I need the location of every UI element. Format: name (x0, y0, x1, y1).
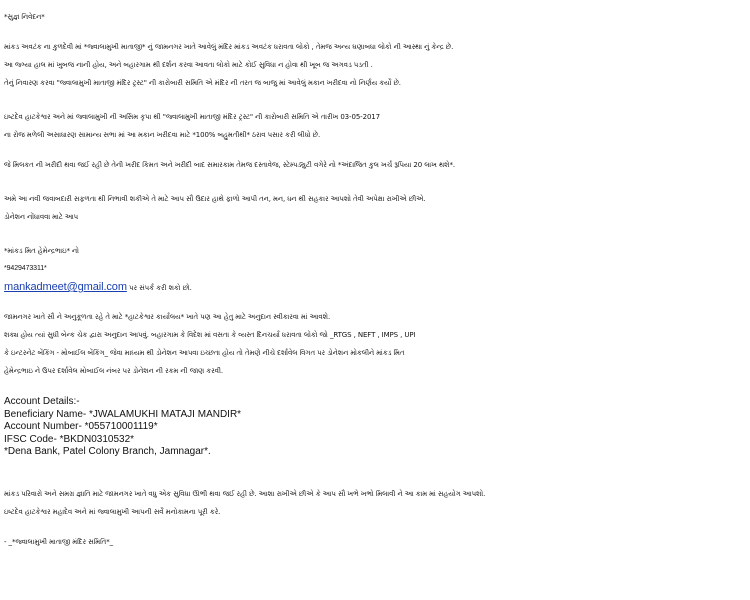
text-line: અમે આ નવી જવાબદારી સફળતા થી નિભાવી શકીએ તે માટે આપ સૌ ઉદાર હાથે ફાળો આપી તન, મન, ધન થી સહકાર આપશો તેવી અપેક્ષા રાખીએ છીએ. (4, 195, 426, 203)
intro-paragraph (4, 38, 748, 92)
resolution-paragraph (4, 108, 748, 144)
text-line: હેમેન્દ્રભાઇ ને ઉપર દર્શાવેલ મોબાઈલ નંબર પર ડોનેશન ની રકમ ની જાણ કરવી. (4, 367, 224, 375)
text-line: જે મિલકત ની ખરીદી થવા જઈ રહી છે તેની ખરીદ કિમત અને ખરીદી બાદ સમારકામ તેમજ દસ્તાવેજ, સ્ટેમ્પડ્યુટી વગેરે નો *અંદાજિત કુલ ખર્ચ રૂપિયા 20 લાખ થશે*. (4, 161, 456, 169)
closing-paragraph (4, 485, 748, 521)
text-line: માંકડ અવટંક ના કુળદેવી માં *જ્વાલામુખી માતાજી* નું જામનગર ખાતે આવેલું મંદિર માંકડ અવટંક ધરાવતા લોકો , તેમજ અન્ય ઘણાબધા લોકો ની આસ્થા નું કેન્દ્ર છે. (4, 43, 454, 51)
ifsc-code: IFSC Code- *BKDN0310532* (4, 433, 135, 445)
notice-title: *સુજ્ઞ નિવેદન* (4, 13, 45, 21)
text-line: ઇષ્ટદેવ હાટકેશ્વર અને માં જ્વાલામુખી ની અસિમ કૃપા થી "જ્વાલામુખી માતાજી મંદિર ટ્રસ્ટ" ની કારોબારી સમિતિ એ તારીખ 03-05-2017 (4, 113, 381, 121)
contact-email-line (4, 278, 748, 296)
beneficiary-name: Beneficiary Name- *JWALAMUKHI MATAJI MANDIR* (4, 408, 242, 420)
text-line: આ જ્ગ્યા હાલ માં ખુબજ નાની હોય, અને બહારગામ થી દર્શન કરવા આવતા લોકો માટે કોઈ સુવિધા ન હોવા થી ખૂબ જ અગવડ પડતી . (4, 61, 373, 69)
signature-line: - _*જ્વાલામુખી માતાજી મંદિર સમિતિ*_ (4, 537, 114, 546)
email-suffix: પર સંપર્ક કરી શકો છો. (126, 284, 192, 292)
text-line: કે ઇન્ટરનેટ બેંકિંગ - મોબાઈલ બેંકિંગ_ જેવા માધ્યમ થી ડોનેશન આપવા ઇચ્છતા હોય તો તેમણે નીચે દર્શાવેલ વિગત પર ડોનેશન મોકલીને માંકડ મિત (4, 349, 405, 357)
text-line: શક્ય હોય ત્યાં સુધી બેન્ક ચેક દ્વારા અનુદાન આપવું. બહારગામ કે વિદેશ માં વસતા કે વ્યસ્ત દિનચર્યા ધરાવતા લોકો જો _RTGS , NEFT , IMPS , UPI (4, 331, 416, 339)
contact-name: *માંકડ મિત હેમેન્દ્રભાઇ* નો (4, 247, 79, 255)
notice-document (4, 8, 748, 551)
text-line: તેનું નિવારણ કરવા "જ્વાલામુખી માતાજી મંદિર ટ્રસ્ટ" ની કારોબારી સમિતિ એ મંદિર ની તરત જ બાજુ માં આવેલું મકાન ખરીદવા નો નિર્ણય કર્યો છે. (4, 79, 401, 87)
account-details (4, 396, 748, 459)
text-line: ઇષ્ટદેવ હાટકેશ્વર મહાદેવ અને માં જ્વાલામુખી આપની સર્વે મનોકામના પૂરી કરે. (4, 507, 221, 516)
text-line: ડોનેશન નોંધાવવા માટે આપ (4, 213, 79, 221)
account-number: Account Number- *055710001119* (4, 421, 158, 432)
appeal-paragraph (4, 190, 748, 226)
account-heading: Account Details:- (4, 396, 80, 407)
text-line: જામનગર ખાતે સૌ ને અનુકૂળતા રહે તે માટે *હાટકેશ્વર કાર્યાલય* ખાતે પણ આ હેતુ માટે અનુદાન સ્વીકારવા માં આવશે. (4, 313, 331, 321)
contact-block (4, 242, 748, 296)
cost-paragraph (4, 156, 748, 174)
text-line: ના રોજ મળેલી અસાધારણ સામાન્ય સભા માં આ મકાન ખરીદવા માટે *100% બહુમતીથી* ઠરાવ પસાર કરી લીધો છે. (4, 131, 321, 139)
text-line: માંકડ પરિવારો અને સમગ્ર જ્ઞાતિ માટે જામનગર ખાતે વધુ એક સુવિધા ઊભી થવા જઈ રહી છે. આશા રાખીએ છીએ કે આપ સૌ ખભે ખભો મિલાવી ને આ કામ માં સહયોગ આપશો. (4, 489, 486, 498)
email-link[interactable]: mankadmeet@gmail.com (4, 281, 127, 293)
donation-method-paragraph (4, 308, 748, 380)
signature-block (4, 533, 748, 551)
bank-branch: *Dena Bank, Patel Colony Branch, Jamnagar*. (4, 446, 211, 457)
contact-phone: *9429473311* (4, 265, 47, 272)
